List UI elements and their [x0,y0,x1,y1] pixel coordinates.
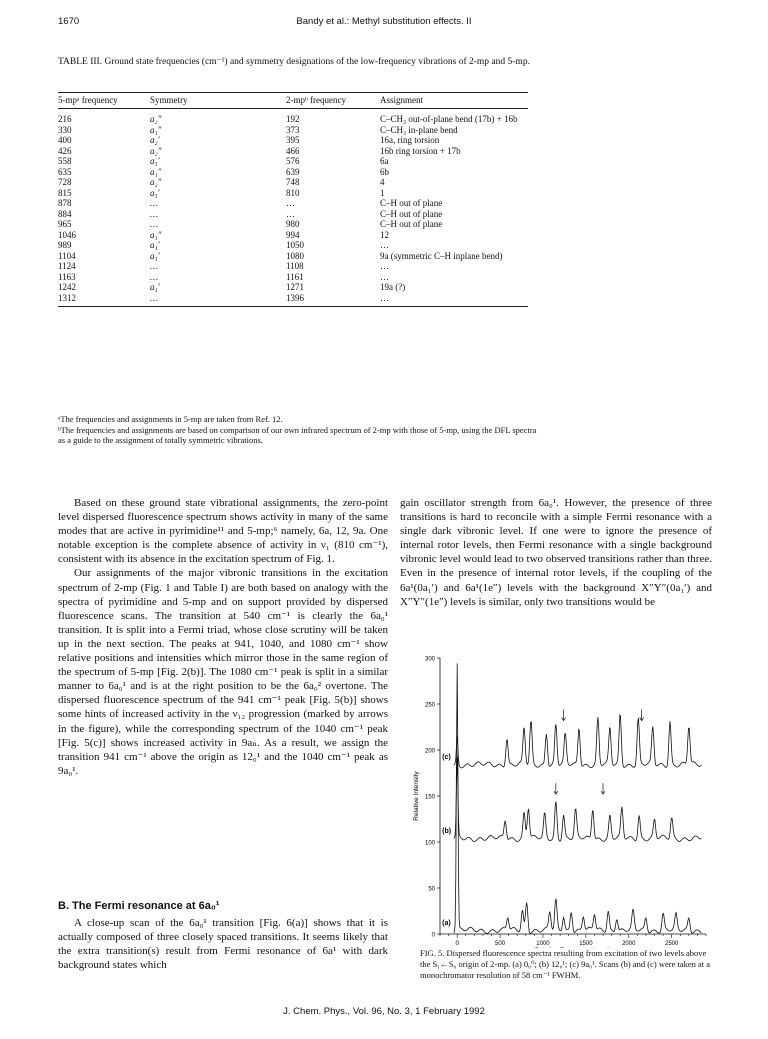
x-tick-label: 1500 [579,941,593,947]
cell-symmetry: … [150,208,159,219]
left-column-continued [58,916,388,972]
table-row [58,230,528,241]
cell-symmetry: … [150,261,159,271]
cell-5mp-frequency: 426 [58,145,72,156]
table-row [58,177,528,188]
y-tick-label: 100 [424,840,435,847]
cell-assignment: 16b ring torsion + 17b [380,145,461,156]
cell-assignment: C–H out of plane [380,198,443,208]
cell-2mp-frequency: 466 [286,145,300,156]
cell-5mp-frequency: 1312 [58,293,150,307]
cell-5mp-frequency: 815 [58,187,72,198]
cell-assignment: 9a (symmetric C–H inplane bend) [380,250,503,261]
series-label: (a) [442,919,451,927]
cell-5mp-frequency: 989 [58,240,72,250]
cell-2mp-frequency: 810 [286,187,300,198]
cell-5mp-frequency: 1242 [58,282,76,292]
journal-footer: J. Chem. Phys., Vol. 96, No. 3, 1 February 1992 [283,1006,485,1017]
cell-symmetry: a₁′ [150,240,160,250]
table-footnote-b: ᵇThe frequencies and assignments are based on comparison of our own infrared spectrum of 2-mp with those of 5-mp, using the DFL spectra as a guide to the assignment of totally symmetric vibrations. [58,425,537,445]
cell-5mp-frequency: 216 [58,114,72,124]
cell-2mp-frequency: 576 [286,156,300,166]
cell-symmetry: a₁″ [150,166,162,177]
table-row [58,198,528,209]
cell-5mp-frequency: 400 [58,135,72,145]
paragraph: Our assignments of the major vibronic transitions in the excitation spectrum of 2-mp (Fig. 1 and Table I) are both based on analogy with the spectra of pyrimidine and 5-mp and on support provided by dispersed fluorescence scans. The transition at 540 cm⁻¹ is clearly the 6a₀¹ transition. It is split into a Fermi triad, whose close scrutiny will be taken up in the next section. The peaks at 941, 1040, and 1080 cm⁻¹ show relative positions and intensities which mirror those in the same region of the spectrum of 5-mp [Fig. 2(b)]. The 1080 cm⁻¹ peak is split in a similar manner to 6a₀¹ and is at the right position to be the 6a₀² overtone. The dispersed fluorescence spectrum of the 941 cm⁻¹ peak [Fig. 5(b)] shows some hints of increased activity in the ν₁₂ progression (marked by arrows in the figure), while the corresponding spectrum of the 1040 cm⁻¹ peak [Fig. 5(c)] shows increased activity in 9aₙ. As a result, we assign the transition 941 cm⁻¹ above the origin as 12₀¹ and the 1040 cm⁻¹ peak as 9a₀¹. [58,567,388,777]
cell-assignment: C–CH₃ out-of-plane bend (17b) + 16b [380,114,518,124]
cell-5mp-frequency: 1163 [58,271,76,282]
cell-5mp-frequency: 728 [58,177,72,187]
series-label: (c) [442,754,451,762]
cell-assignment: 1 [380,187,385,198]
page-number: 1670 [58,16,80,27]
spectrum-line-1 [454,757,702,841]
table-row [58,209,528,220]
cell-assignment: 4 [380,177,385,187]
cell-5mp-frequency: 1046 [58,229,76,240]
cell-5mp-frequency: 965 [58,219,72,229]
cell-5mp-frequency: 1104 [58,250,76,261]
paragraph: A close-up scan of the 6a₀¹ transition [Fig. 6(a)] shows that it is actually composed of three closely spaced transitions. It seems likely that the extra transition(s) result from Fermi resonance of 6a¹ with dark background states which [58,917,388,972]
y-tick-label: 200 [424,748,435,755]
cell-2mp-frequency: 1396 [286,293,380,307]
y-tick-label: 250 [424,702,435,709]
cell-symmetry: a₂″ [150,114,162,124]
cell-assignment: 19a (?) [380,282,406,292]
paragraph: gain oscillator strength from 6a₀¹. However, the presence of three transitions is hard to reconcile with a simple Fermi resonance with a single dark vibronic level. If one were to ignore the presence of internal rotor levels, then Fermi resonance with a single background vibronic level would lead to two observed transitions rather than three. Even in the presence of internal rotor levels, if the coupling of the 6a¹(0a₁′) and 6a¹(1e″) levels with the background X″Y″(0a₁′) and X″Y″(1e″) levels is similar, only two transitions would be [400,497,712,608]
y-axis-label: Relative Intensity [413,771,420,821]
cell-assignment: … [380,261,389,271]
table-row [58,125,528,136]
cell-2mp-frequency: 748 [286,177,300,187]
table-row [58,261,528,272]
cell-2mp-frequency: 1050 [286,240,304,250]
table-header-row [58,93,528,109]
cell-assignment: … [380,240,389,250]
cell-2mp-frequency: 980 [286,219,300,229]
cell-2mp-frequency: 395 [286,135,300,145]
table-row [58,282,528,293]
frequency-table [58,92,528,307]
table-row [58,156,528,167]
running-title: Bandy et al.: Methyl substitution effects. II [296,16,472,27]
table-footnote-a: ᵃThe frequencies and assignments in 5-mp are taken from Ref. 12. [58,414,283,424]
cell-symmetry: a₁′ [150,156,160,166]
table-row [58,240,528,251]
cell-5mp-frequency: 330 [58,124,72,135]
spectrum-line-2 [454,715,702,768]
y-tick-label: 50 [428,886,435,893]
cell-2mp-frequency: … [286,208,295,219]
x-tick-label: 2000 [622,941,636,947]
x-tick-label: 2500 [664,941,679,947]
y-tick-label: 0 [431,932,435,939]
cell-2mp-frequency: 994 [286,229,300,240]
cell-symmetry: a₁′ [150,282,160,292]
cell-5mp-frequency: 635 [58,166,72,177]
section-heading: B. The Fermi resonance at 6a₀¹ [58,900,220,912]
header-5mp: 5-mpᵃ frequency [58,93,150,109]
cell-symmetry: … [150,293,286,307]
cell-assignment: C–H out of plane [380,208,443,219]
cell-2mp-frequency: 192 [286,114,300,124]
y-tick-label: 300 [424,656,435,663]
cell-assignment: … [380,293,528,307]
cell-assignment: … [380,271,389,282]
table-row [58,146,528,157]
table-row [58,167,528,178]
table-row [58,135,528,146]
cell-2mp-frequency: 1161 [286,271,304,282]
cell-2mp-frequency: … [286,198,295,208]
header-symmetry: Symmetry [150,93,286,109]
right-column [400,496,712,609]
cell-5mp-frequency: 878 [58,198,72,208]
cell-symmetry: a₁′ [150,250,160,261]
cell-assignment: 6a [380,156,389,166]
table-row [58,219,528,230]
cell-5mp-frequency: 884 [58,208,72,219]
cell-symmetry: a₁′ [150,187,160,198]
cell-assignment: 6b [380,166,389,177]
cell-symmetry: a₁″ [150,124,162,135]
cell-symmetry: … [150,271,159,282]
cell-assignment: C–CH₃ in-plane bend [380,124,458,135]
table-row [58,251,528,262]
x-tick-label: 0 [455,941,459,947]
table-caption: TABLE III. Ground state frequencies (cm⁻¹) and symmetry designations of the low-frequency vibrations of 2-mp and 5-mp. [58,57,530,67]
page-header [58,16,710,30]
cell-symmetry: … [150,198,159,208]
series-label: (b) [442,827,452,835]
cell-2mp-frequency: 373 [286,124,300,135]
paragraph: Based on these ground state vibrational assignments, the zero-point level dispersed fluorescence spectrum shows activity in many of the same modes that are active in pyrimidine¹¹ and 5-mp;⁶ namely, 6a, 12, 9a. One notable exception is the complete absence of activity in ν₁ (810 cm⁻¹), consistent with its absence in the excitation spectrum of Fig. 1. [58,497,388,566]
spectrum-line-0 [454,664,702,934]
table-row [58,293,528,307]
cell-symmetry: a₂′ [150,135,160,145]
figure-caption: FIG. 5. Dispersed fluorescence spectra resulting from excitation of two levels above the S₁←S₀ origin of 2-mp. (a) 0₀⁰; (b) 12₀¹; (c) 9a₀¹. Scans (b) and (c) were taken at a monochromator resolution of 58 cm⁻¹ FWHM. [420,948,711,980]
x-tick-label: 500 [495,941,506,947]
cell-2mp-frequency: 639 [286,166,300,177]
cell-symmetry: a₂″ [150,177,162,187]
table-row [58,109,528,125]
cell-assignment: 16a, ring torsion [380,135,440,145]
table-body [58,109,528,307]
cell-2mp-frequency: 1108 [286,261,304,271]
x-tick-label: 1000 [536,941,550,947]
table-row [58,188,528,199]
table-row [58,272,528,283]
cell-symmetry: a₁″ [150,229,162,240]
y-tick-label: 150 [424,794,435,801]
cell-assignment: C–H out of plane [380,219,443,229]
figure-5-chart [406,652,712,948]
header-2mp: 2-mpᵇ frequency [286,93,380,109]
header-assignment: Assignment [380,93,528,109]
cell-symmetry: a₂″ [150,145,162,156]
cell-assignment: 12 [380,229,389,240]
cell-symmetry: … [150,219,159,229]
cell-5mp-frequency: 1124 [58,261,76,271]
left-column [58,496,388,778]
cell-2mp-frequency: 1271 [286,282,304,292]
cell-5mp-frequency: 558 [58,156,72,166]
cell-2mp-frequency: 1080 [286,250,304,261]
